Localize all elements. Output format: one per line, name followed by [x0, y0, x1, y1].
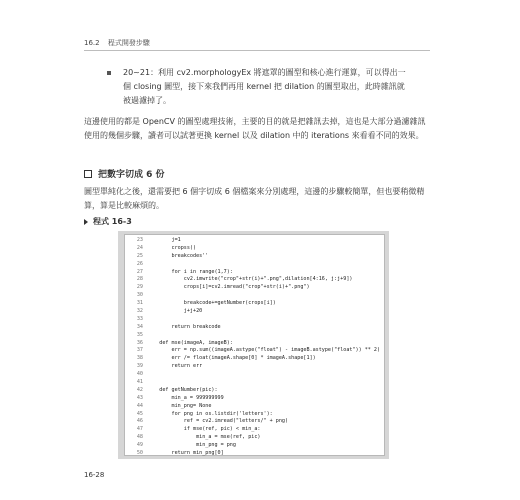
code-line: [125, 253, 384, 261]
code-line-text: breakcodes'': [147, 252, 209, 259]
code-line: [125, 245, 384, 253]
listing-title: [84, 216, 132, 227]
code-line-number: 35: [136, 331, 143, 338]
header-section-title: 程式開發步驟: [107, 39, 150, 47]
code-line-text: j=1: [147, 237, 181, 243]
code-line: [125, 261, 384, 269]
page-number: 16-28: [84, 471, 105, 479]
code-line-number: 42: [136, 386, 143, 393]
code-line-number: 47: [136, 426, 143, 433]
code-line-number: 40: [136, 371, 143, 378]
code-line-text: cv2.imwrite("crop"+str(i)+".png",dilation[4:16, j:j+9]): [147, 276, 353, 283]
body-paragraph-2: 圖型單純化之後，還需要把 6 個字切成 6 個檔案來分別處理，這邊的步驟較簡單，但也要稍微精算，算是比較麻煩的。: [84, 187, 425, 210]
code-line-text: for png in os.listdir('letters'):: [147, 410, 273, 417]
code-line-text: [147, 316, 384, 324]
code-line-number: 29: [136, 284, 143, 291]
code-line-number: 44: [136, 402, 143, 409]
code-line: [125, 411, 384, 419]
code-line: [125, 269, 384, 277]
code-line: [125, 371, 384, 379]
code-line-number: 45: [136, 410, 143, 417]
code-line-text: min_a = 999999999: [147, 394, 224, 401]
code-line-number: 49: [136, 442, 143, 449]
triangle-marker-icon: [84, 219, 88, 225]
code-line-number: 41: [136, 379, 143, 386]
code-line: [125, 316, 384, 324]
code-line-number: 46: [136, 418, 143, 425]
code-line-number: 28: [136, 276, 143, 283]
header-section-number: 16.2: [84, 39, 100, 47]
code-line: [125, 300, 384, 308]
code-line-text: min_a = mse(ref, pic): [147, 434, 261, 441]
code-line: [125, 379, 384, 387]
code-line: [125, 237, 384, 245]
code-line-number: 37: [136, 347, 143, 354]
code-line: [125, 292, 384, 300]
code-line-text: cropss(): [147, 244, 197, 251]
code-line-text: min_png = png: [147, 442, 236, 449]
listing-title-text: 程式 16-3: [93, 217, 132, 226]
code-line: [125, 418, 384, 426]
code-line-text: [147, 261, 384, 269]
code-line-text: [147, 379, 384, 387]
code-line-number: 36: [136, 339, 143, 346]
code-line-number: 30: [136, 292, 143, 299]
body-paragraph-1: 這邊使用的都是 OpenCV 的圖型處理技術，主要的目的就是把雜訊去掉，這也是大部分過濾雜訊使用的幾個步驟，讀者可以試著更換 kernel 以及 dilation 中的 iterations 來看看不同的效果。: [84, 117, 426, 140]
code-line-text: j+j+20: [147, 308, 203, 315]
code-line-text: def getNumber(pic):: [147, 386, 218, 393]
section-heading: [84, 167, 430, 180]
code-line-text: err /= float(imageA.shape[0] * imageA.shape[1]): [147, 355, 316, 362]
code-line: [125, 442, 384, 450]
code-line: [125, 387, 384, 395]
code-line-text: for i in range(1,7):: [147, 268, 233, 275]
code-line: [125, 395, 384, 403]
code-line-text: min_png= None: [147, 402, 212, 409]
code-line: [125, 276, 384, 284]
code-line-number: 39: [136, 363, 143, 370]
code-line: [125, 284, 384, 292]
code-line-number: 27: [136, 268, 143, 275]
code-line: [125, 434, 384, 442]
code-line-number: 48: [136, 434, 143, 441]
code-line: [125, 363, 384, 371]
code-line-text: crops[i]=cv2.imread("crop"+str(i)+".png"): [147, 284, 310, 291]
code-line-number: 38: [136, 355, 143, 362]
code-line-number: 33: [136, 315, 143, 322]
code-line-text: return breakcode: [147, 323, 221, 330]
running-header: [84, 38, 430, 51]
code-line: [125, 426, 384, 434]
code-line: [125, 332, 384, 340]
code-line: [125, 308, 384, 316]
code-line-number: 43: [136, 394, 143, 401]
code-line-text: return min_png[0]: [147, 450, 224, 457]
code-line-number: 23: [136, 237, 143, 243]
code-line-number: 31: [136, 300, 143, 307]
bullet-text: 20~21：利用 cv2.morphologyEx 將遮罩的圖型和核心進行運算，可以得出一個 closing 圖型，接下來我們再用 kernel 把 dilation 的圖型取出，此時雜訊就被過濾掉了。: [123, 68, 406, 105]
code-line-number: 50: [136, 450, 143, 457]
code-line-text: return err: [147, 363, 203, 370]
code-line-number: 34: [136, 323, 143, 330]
code-line-number: 32: [136, 308, 143, 315]
code-line: [125, 347, 384, 355]
checkbox-square-icon: [84, 170, 92, 178]
code-line-text: [147, 292, 384, 300]
code-line: [125, 450, 384, 458]
square-bullet-icon: [107, 71, 111, 75]
code-line-text: [147, 371, 384, 379]
bullet-item: [109, 66, 409, 108]
code-line-text: ref = cv2.imread("letters/" + png): [147, 418, 289, 425]
code-line-text: if mse(ref, pic) < min_a:: [147, 426, 261, 433]
code-line: [125, 403, 384, 411]
code-line-text: def mse(imageA, imageB):: [147, 339, 233, 346]
code-line: [125, 340, 384, 348]
code-line-number: 25: [136, 252, 143, 259]
code-line-text: breakcode+=getNumber(crops[i]): [147, 300, 276, 307]
code-line: [125, 324, 384, 332]
code-listing: [124, 234, 385, 456]
code-line-number: 24: [136, 244, 143, 251]
code-line-number: 26: [136, 260, 143, 267]
section-heading-text: 把數字切成 6 份: [98, 170, 165, 180]
code-line-text: err = np.sum((imageA.astype("float") - imageB.astype("float")) ** 2): [147, 347, 381, 354]
code-line: [125, 355, 384, 363]
code-line-text: [147, 332, 384, 340]
